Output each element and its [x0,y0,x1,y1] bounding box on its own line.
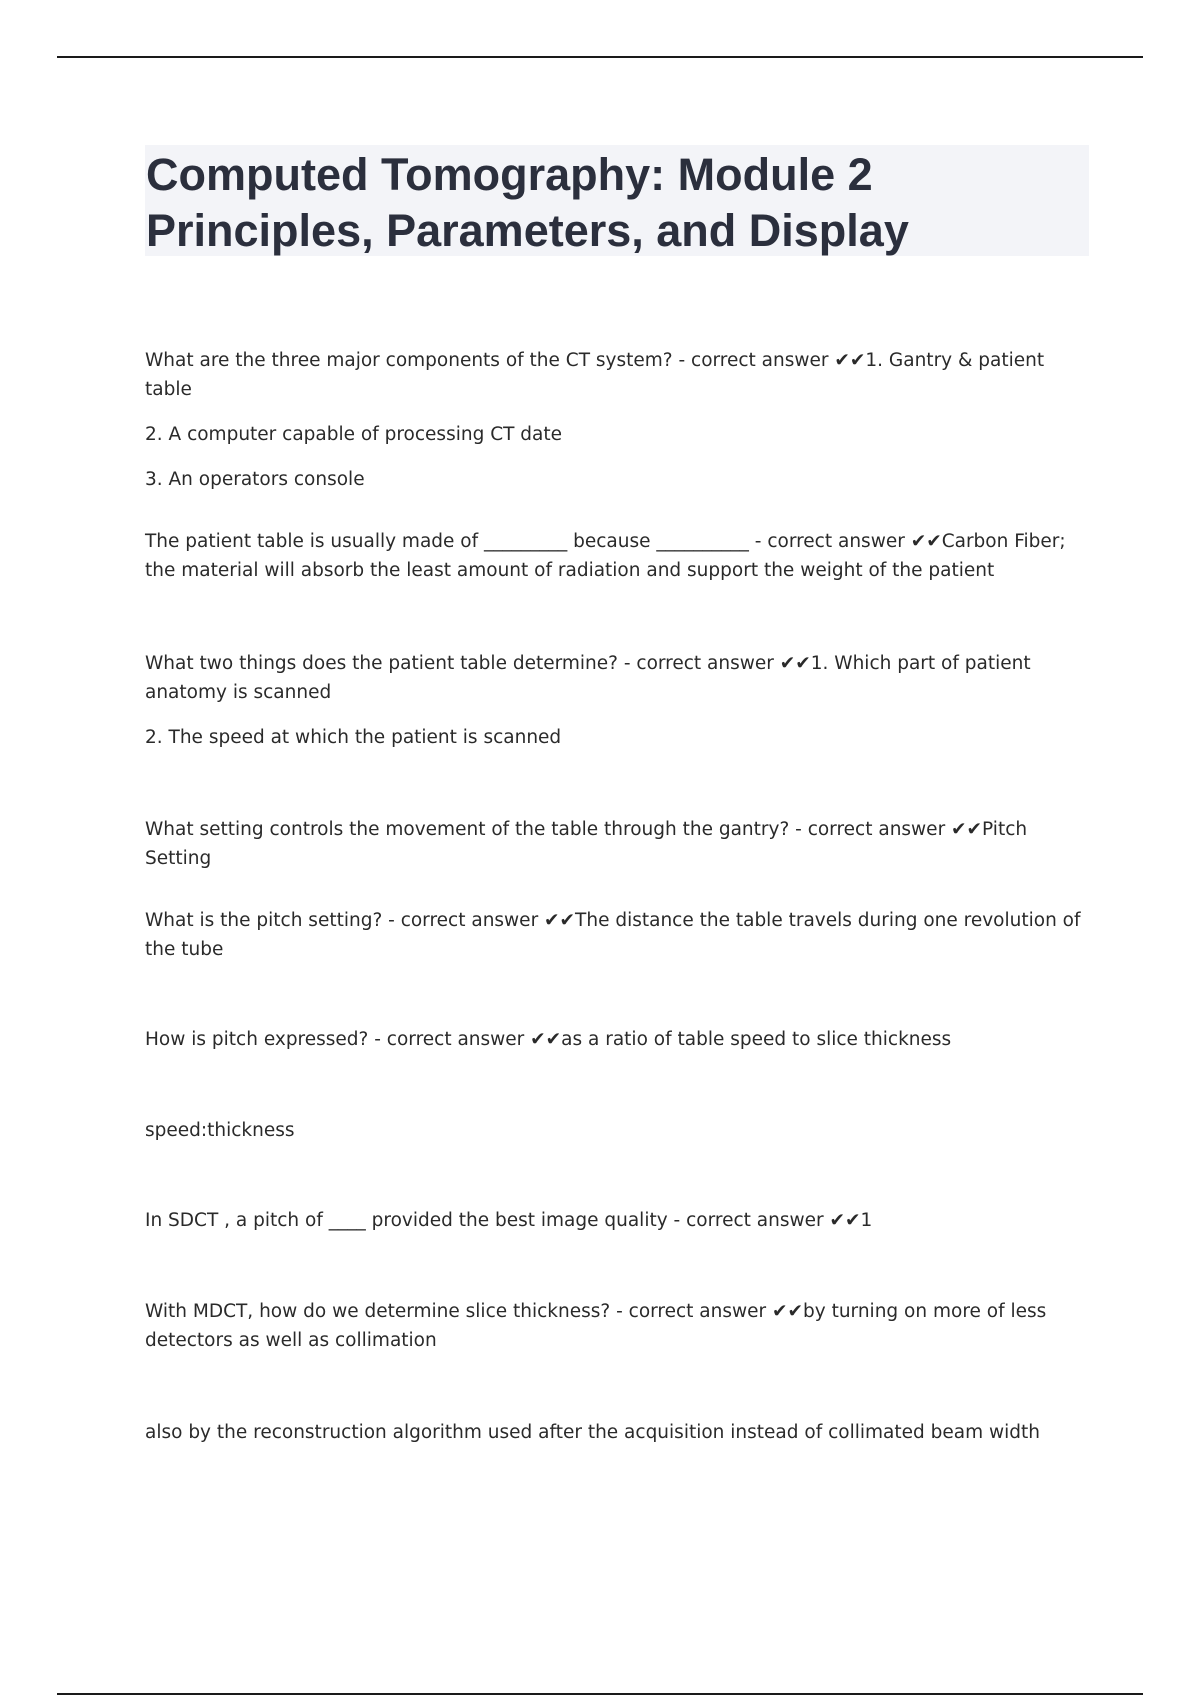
qa-line: How is pitch expressed? - correct answer ✔✔as a ratio of table speed to slice thickness [145,1029,952,1050]
qa-item [145,649,1085,752]
qa-line: What is the pitch setting? - correct answer ✔✔The distance the table travels during one revolution of the tube [145,910,1081,960]
title-line-2: Principles, Parameters, and Display [146,205,909,256]
qa-item [145,1206,1085,1235]
document-title [145,145,1089,256]
qa-item [145,815,1085,873]
qa-line: What setting controls the movement of the table through the gantry? - correct answer ✔✔Pitch Setting [145,819,1028,869]
qa-line: With MDCT, how do we determine slice thickness? - correct answer ✔✔by turning on more of less detectors as well as collimation [145,1301,1047,1351]
qa-item [145,1116,1085,1145]
qa-line: What are the three major components of the CT system? - correct answer ✔✔1. Gantry & patient table [145,350,1045,400]
qa-line: 2. A computer capable of processing CT date [145,424,563,445]
qa-line: also by the reconstruction algorithm used after the acquisition instead of collimated beam width [145,1422,1040,1443]
qa-line: 2. The speed at which the patient is scanned [145,727,562,748]
qa-line: What two things does the patient table determine? - correct answer ✔✔1. Which part of patient anatomy is scanned [145,653,1031,703]
qa-item [145,1297,1085,1355]
qa-item [145,906,1085,964]
qa-item [145,527,1085,585]
qa-item [145,346,1085,494]
qa-line: The patient table is usually made of _________ because __________ - correct answer ✔✔Carbon Fiber; the material will absorb the least amount of radiation and support the weight of the patient [145,531,1066,581]
qa-line: speed:thickness [145,1120,295,1141]
qa-line: In SDCT , a pitch of ____ provided the best image quality - correct answer ✔✔1 [145,1210,873,1231]
footer-rule [57,1693,1143,1695]
header-rule [57,56,1143,58]
qa-item [145,1418,1085,1447]
title-line-1: Computed Tomography: Module 2 [146,149,873,200]
qa-line: 3. An operators console [145,469,365,490]
qa-item [145,1025,1085,1054]
